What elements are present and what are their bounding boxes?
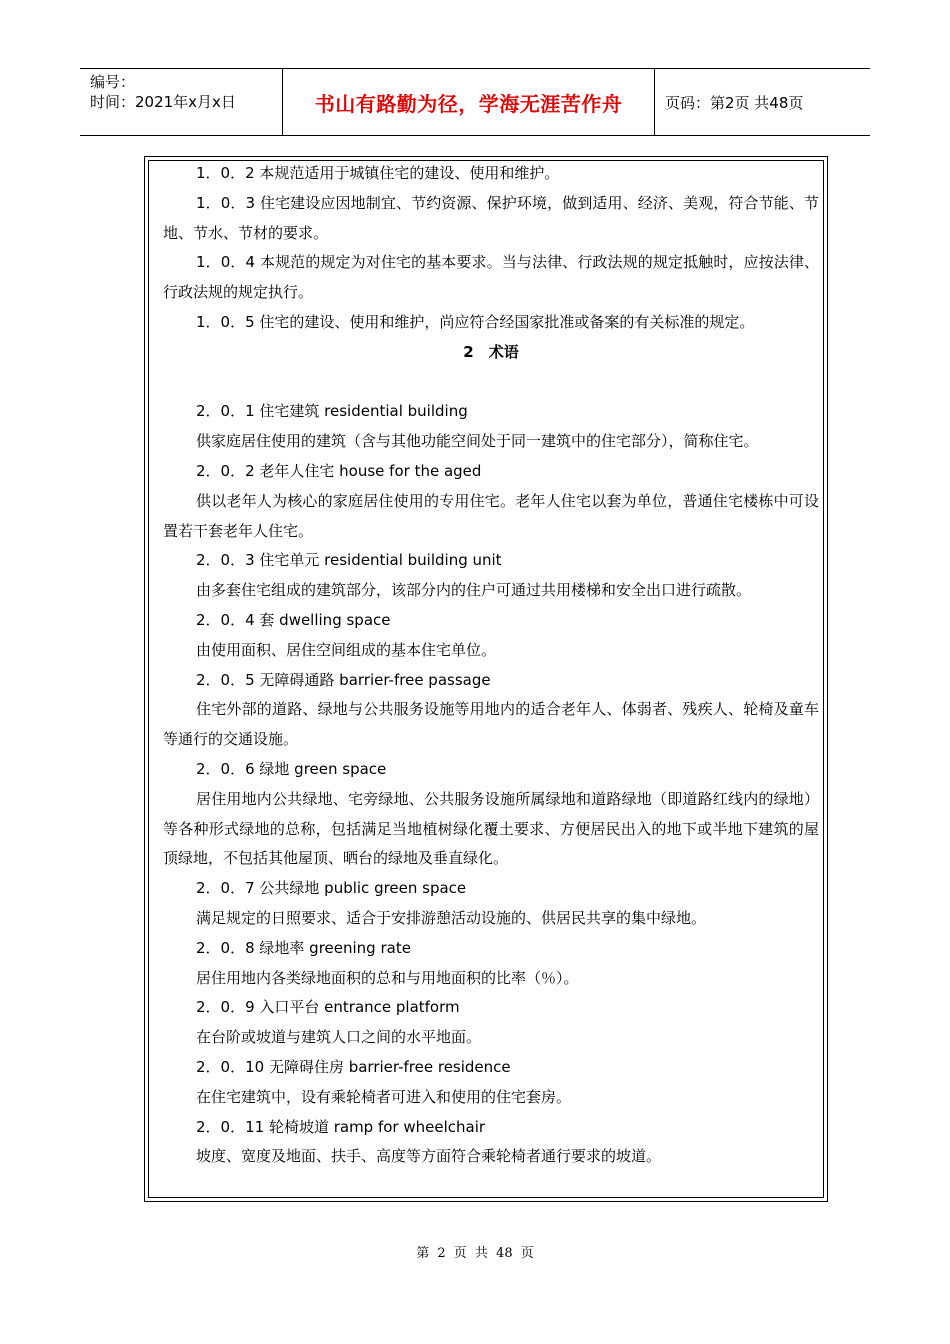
document-number-label: 编号：	[90, 73, 136, 91]
term-heading: 2．0．3 住宅单元 residential building unit	[196, 551, 502, 570]
term-definition: 住宅外部的道路、绿地与公共服务设施等用地内的适合老年人、体弱者、残疾人、轮椅及童车等通行的交通设施。	[163, 700, 819, 749]
section-heading-terms: 2 术语	[463, 342, 519, 361]
clause-1-0-4: 1．0．4 本规范的规定为对住宅的基本要求。当与法律、行政法规的规定抵触时，应按法律、行政法规的规定执行。	[163, 253, 819, 302]
term-definition: 由使用面积、居住空间组成的基本住宅单位。	[196, 640, 497, 659]
term-definition: 居住用地内各类绿地面积的总和与用地面积的比率（％）。	[196, 968, 579, 987]
document-body	[163, 159, 819, 1172]
term-heading: 2．0．1 住宅建筑 residential building	[196, 402, 468, 421]
clause-1-0-5: 1．0．5 住宅的建设、使用和维护，尚应符合经国家批准或备案的有关标准的规定。	[196, 312, 755, 331]
header-meta	[80, 69, 283, 135]
term-heading: 2．0．10 无障碍住房 barrier-free residence	[196, 1057, 511, 1076]
header-motto: 书山有路勤为径，学海无涯苦作舟	[283, 69, 655, 135]
term-definition: 供以老年人为核心的家庭居住使用的专用住宅。老年人住宅以套为单位，普通住宅楼栋中可设置若干套老年人住宅。	[163, 491, 819, 540]
term-heading: 2．0．5 无障碍通路 barrier-free passage	[196, 670, 491, 689]
term-definition: 在住宅建筑中，设有乘轮椅者可进入和使用的住宅套房。	[196, 1087, 572, 1106]
term-heading: 2．0．11 轮椅坡道 ramp for wheelchair	[196, 1117, 486, 1136]
term-heading: 2．0．8 绿地率 greening rate	[196, 938, 411, 957]
term-definition: 在台阶或坡道与建筑人口之间的水平地面。	[196, 1028, 482, 1047]
clause-1-0-3: 1．0．3 住宅建设应因地制宜、节约资源、保护环境，做到适用、经济、美观，符合节能、节地、节水、节材的要求。	[163, 193, 819, 242]
term-heading: 2．0．9 入口平台 entrance platform	[196, 998, 460, 1017]
term-heading: 2．0．7 公共绿地 public green space	[196, 879, 467, 898]
section-spacer	[163, 368, 819, 398]
term-heading: 2．0．6 绿地 green space	[196, 759, 387, 778]
term-definition: 居住用地内公共绿地、宅旁绿地、公共服务设施所属绿地和道路绿地（即道路红线内的绿地）等各种形式绿地的总称，包括满足当地植树绿化覆土要求、方便居民出入的地下或半地下建筑的屋顶绿地，不包括其他屋顶、晒台的绿地及垂直绿化。	[163, 789, 819, 868]
clause-1-0-2: 1．0．2 本规范适用于城镇住宅的建设、使用和维护。	[196, 164, 560, 182]
term-heading: 2．0．2 老年人住宅 house for the aged	[196, 461, 482, 480]
page-footer: 第 2 页 共 48 页	[416, 1246, 534, 1261]
term-definition: 由多套住宅组成的建筑部分，该部分内的住户可通过共用楼梯和安全出口进行疏散。	[196, 581, 752, 600]
term-definition: 供家庭居住使用的建筑（含与其他功能空间处于同一建筑中的住宅部分），简称住宅。	[196, 432, 759, 451]
term-definition: 满足规定的日照要求、适合于安排游憩活动设施的、供居民共享的集中绿地。	[196, 908, 707, 927]
term-heading: 2．0．4 套 dwelling space	[196, 610, 391, 629]
page-header	[80, 68, 870, 136]
term-definition: 坡度、宽度及地面、扶手、高度等方面符合乘轮椅者通行要求的坡道。	[196, 1147, 662, 1166]
header-page-label: 页码：第2页 共48页	[665, 93, 804, 112]
document-date-label: 时间：2021年x月x日	[90, 93, 236, 111]
